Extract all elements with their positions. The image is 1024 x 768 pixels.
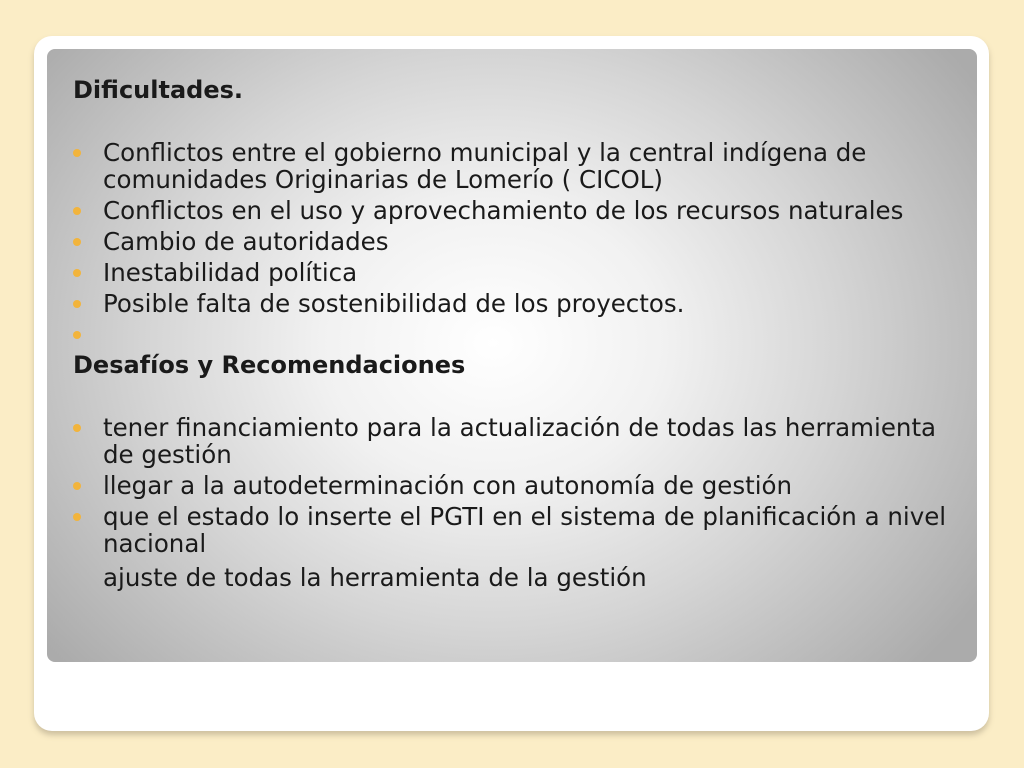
list-dificultades xyxy=(73,139,958,348)
list-item xyxy=(73,503,958,557)
list-item xyxy=(73,228,958,255)
heading-dificultades: Dificultades. xyxy=(73,76,244,104)
bullet-dot-icon xyxy=(73,424,81,432)
list-item-text: Posible falta de sostenibilidad de los proyectos. xyxy=(103,289,685,318)
bullet-dot-icon xyxy=(73,331,81,339)
list-item-text: Conflictos entre el gobierno municipal y la central indígena de comunidades Originarias de Lomerío ( CICOL) xyxy=(103,138,867,194)
bullet-dot-icon xyxy=(73,149,81,157)
heading-desafios: Desafíos y Recomendaciones xyxy=(73,351,466,379)
list-item-text: tener financiamiento para la actualización de todas las herramienta de gestión xyxy=(103,413,937,469)
list-desafios xyxy=(73,414,958,557)
bullet-dot-icon xyxy=(73,482,81,490)
list-item-text: Inestabilidad política xyxy=(103,258,358,287)
list-item xyxy=(73,139,958,193)
bullet-dot-icon xyxy=(73,300,81,308)
spacer xyxy=(73,108,958,139)
bullet-dot-icon xyxy=(73,513,81,521)
list-item xyxy=(73,259,958,286)
list-item xyxy=(73,197,958,224)
content-panel xyxy=(47,49,977,662)
list-item xyxy=(73,414,958,468)
list-item xyxy=(73,290,958,317)
list-item-text: que el estado lo inserte el PGTI en el sistema de planificación a nivel nacional xyxy=(103,502,947,558)
list-item-text: Cambio de autoridades xyxy=(103,227,389,256)
bullet-dot-icon xyxy=(73,207,81,215)
list-item-empty xyxy=(73,321,958,348)
list-item-text: llegar a la autodeterminación con autonomía de gestión xyxy=(103,471,793,500)
bullet-dot-icon xyxy=(73,269,81,277)
bullet-dot-icon xyxy=(73,238,81,246)
slide-content xyxy=(73,77,958,591)
tail-line: ajuste de todas la herramienta de la gestión xyxy=(103,563,647,592)
list-item-text: Conflictos en el uso y aprovechamiento de los recursos naturales xyxy=(103,196,904,225)
spacer xyxy=(73,383,958,414)
list-item xyxy=(73,472,958,499)
